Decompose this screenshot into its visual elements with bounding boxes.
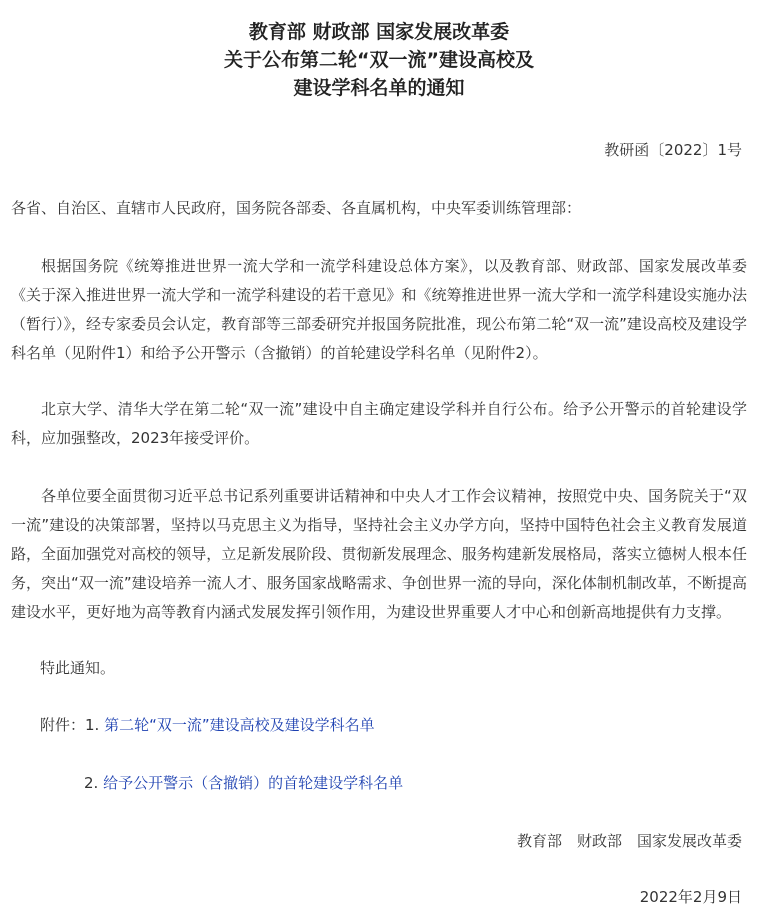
paragraph-peking-tsinghua: 北京大学、清华大学在第二轮“双一流”建设中自主确定建设学科并自行公布。给予公开警示的首轮建设学科，应加强整改，2023年接受评价。 (11, 400, 747, 447)
issue-date: 2022年2月9日 (639, 888, 742, 906)
attachment-2-number: 2. (84, 774, 99, 792)
attachment-2-row (84, 774, 403, 792)
title-line-3: 建设学科名单的通知 (293, 77, 465, 99)
issuing-agencies: 教育部 财政部 国家发展改革委 (516, 832, 742, 850)
attachment-1-row (40, 716, 375, 734)
attachment-1-number: 1. (85, 716, 100, 734)
salutation: 各省、自治区、直辖市人民政府，国务院各部委、各直属机构，中央军委训练管理部： (11, 199, 582, 217)
attachment-2-link[interactable]: 给予公开警示（含撤销）的首轮建设学科名单 (103, 774, 404, 792)
title-line-1: 教育部 财政部 国家发展改革委 (248, 21, 510, 43)
paragraph-requirements: 各单位要全面贯彻习近平总书记系列重要讲话精神和中央人才工作会议精神，按照党中央、国务院关于“双一流”建设的决策部署，坚持以马克思主义为指导，坚持社会主义办学方向，坚持中国特色社会主义教育发展道路，全面加强党对高校的领导，立足新发展阶段、贯彻新发展理念、服务构建新发展格局，落实立德树人根本任务，突出“双一流”建设培养一流人才、服务国家战略需求、争创世界一流的导向，深化体制机制改革，不断提高建设水平，更好地为高等教育内涵式发展发挥引领作用，为建设世界重要人才中心和创新高地提供有力支撑。 (11, 487, 747, 621)
attachments-label: 附件： (40, 716, 86, 734)
title-line-2: 关于公布第二轮“双一流”建设高校及 (224, 49, 534, 71)
document-number: 教研函〔2022〕1号 (604, 141, 742, 159)
paragraph-basis: 根据国务院《统筹推进世界一流大学和一流学科建设总体方案》，以及教育部、财政部、国家发展改革委《关于深入推进世界一流大学和一流学科建设的若干意见》和《统筹推进世界一流大学和一流学科建设实施办法（暂行）》，经专家委员会认定，教育部等三部委研究并报国务院批准，现公布第二轮“双一流”建设高校及建设学科名单（见附件1）和给予公开警示（含撤销）的首轮建设学科名单（见附件2）。 (11, 257, 747, 362)
attachment-1-link[interactable]: 第二轮“双一流”建设高校及建设学科名单 (104, 716, 375, 734)
closing-notice: 特此通知。 (40, 659, 116, 677)
